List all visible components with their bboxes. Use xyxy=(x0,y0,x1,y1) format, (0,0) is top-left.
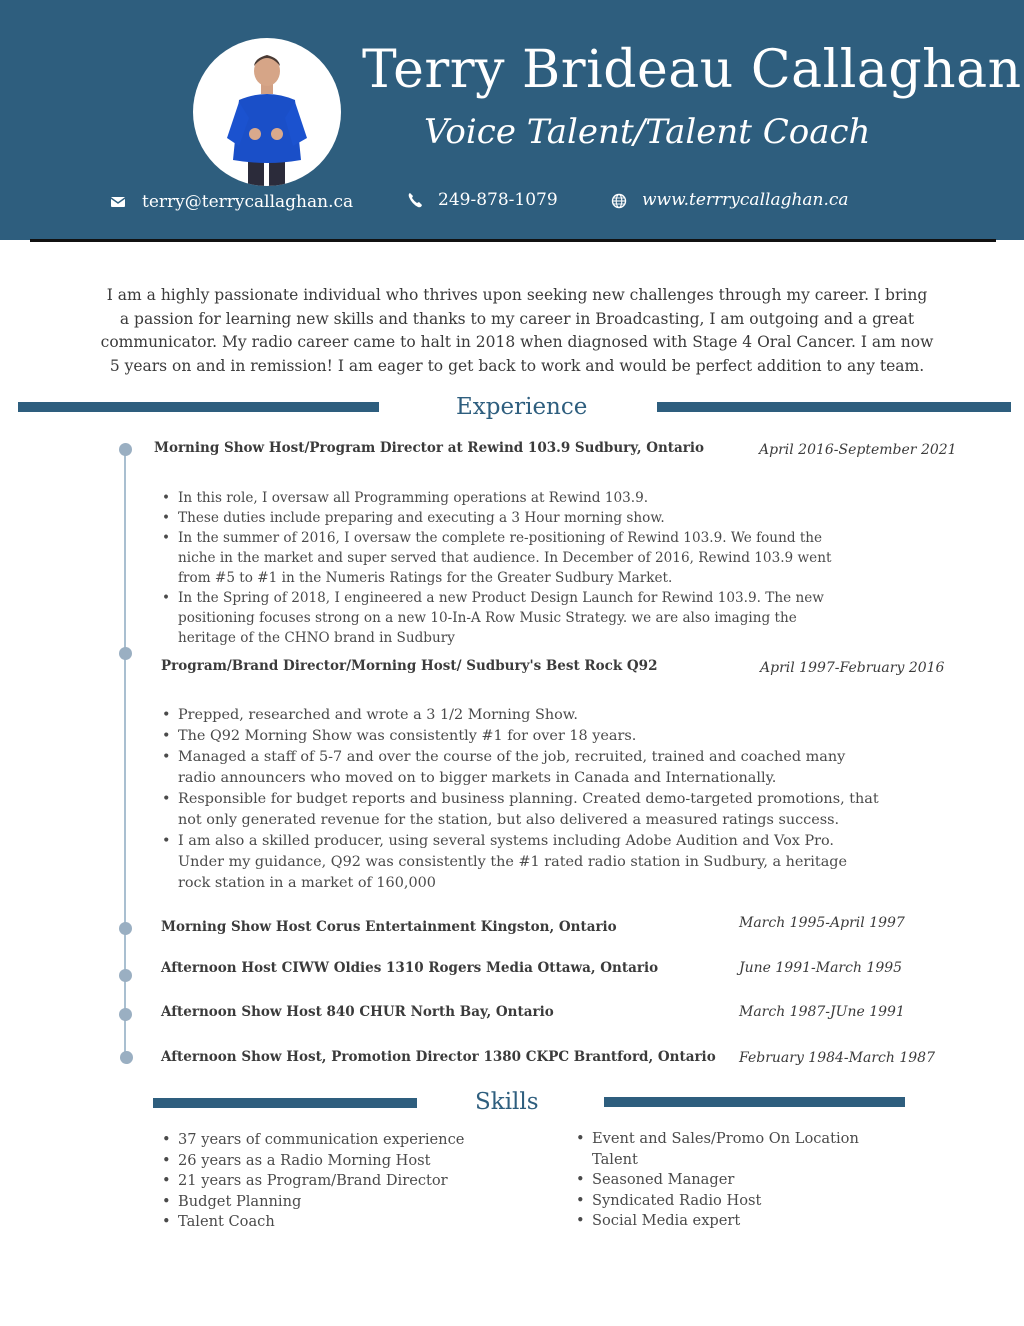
skills-bar-left xyxy=(153,1098,417,1108)
list-item: • In this role, I oversaw all Programming operations at Rewind 103.9. xyxy=(160,488,850,508)
list-item: • The Q92 Morning Show was consistently #1 for over 18 years. xyxy=(160,726,880,747)
timeline-dot xyxy=(119,1008,132,1021)
list-item: • 37 years of communication experience xyxy=(160,1130,520,1151)
job-title: Program/Brand Director/Morning Host/ Sudbury's Best Rock Q92 xyxy=(161,658,658,674)
timeline-line xyxy=(124,450,126,1058)
timeline-dot xyxy=(119,969,132,982)
job-title: Afternoon Host CIWW Oldies 1310 Rogers Media Ottawa, Ontario xyxy=(161,960,659,976)
list-item: • In the Spring of 2018, I engineered a new Product Design Launch for Rewind 103.9. The new positioning focuses strong on a new 10-In-A Row Music Strategy. we are also imaging the heritage of the CHNO brand in Sudbury xyxy=(160,588,850,648)
website-text[interactable]: www.terrrycallaghan.ca xyxy=(642,190,849,210)
contact-phone[interactable] xyxy=(406,190,558,210)
profile-summary: I am a highly passionate individual who thrives upon seeking new challenges through my career. I bring a passion for learning new skills and thanks to my career in Broadcasting, I am outgoing and a great communicator. My radio career came to halt in 2018 when diagnosed with Stage 4 Oral Cancer. I am now 5 years on and in remission! I am eager to get back to work and would be perfect addition to any team. xyxy=(100,286,934,375)
list-item: • Syndicated Radio Host xyxy=(574,1191,874,1212)
job-title: Afternoon Show Host 840 CHUR North Bay, Ontario xyxy=(161,1004,554,1020)
list-item: • Social Media expert xyxy=(574,1211,874,1232)
list-item: • 26 years as a Radio Morning Host xyxy=(160,1151,520,1172)
email-text[interactable]: terry@terrycallaghan.ca xyxy=(142,192,354,212)
header-divider xyxy=(30,239,996,242)
skills-list-right xyxy=(574,1129,874,1232)
timeline-dot xyxy=(120,1051,133,1064)
job-dates: March 1995-April 1997 xyxy=(739,915,905,931)
job-bullets xyxy=(160,488,850,648)
globe-icon xyxy=(610,191,628,209)
job-dates: March 1987-JUne 1991 xyxy=(739,1004,905,1020)
job-dates: February 1984-March 1987 xyxy=(739,1050,935,1066)
person-photo-illustration xyxy=(193,38,341,186)
timeline-dot xyxy=(119,922,132,935)
phone-text[interactable]: 249-878-1079 xyxy=(438,190,558,210)
job-title: Afternoon Show Host, Promotion Director 1380 CKPC Brantford, Ontario xyxy=(161,1049,716,1065)
experience-heading: Experience xyxy=(456,394,588,420)
list-item: • Event and Sales/Promo On Location Talent xyxy=(574,1129,874,1170)
list-item: • Managed a staff of 5-7 and over the course of the job, recruited, trained and coached many radio announcers who moved on to bigger markets in Canada and Internationally. xyxy=(160,747,880,789)
job-dates: April 2016-September 2021 xyxy=(759,442,957,458)
job-title: Morning Show Host Corus Entertainment Kingston, Ontario xyxy=(161,919,617,935)
list-item: • Budget Planning xyxy=(160,1192,520,1213)
candidate-role: Voice Talent/Talent Coach xyxy=(424,112,871,152)
list-item: • Talent Coach xyxy=(160,1212,520,1233)
skills-bar-right xyxy=(604,1097,905,1107)
list-item: • These duties include preparing and executing a 3 Hour morning show. xyxy=(160,508,850,528)
job-title: Morning Show Host/Program Director at Rewind 103.9 Sudbury, Ontario xyxy=(154,440,705,456)
list-item: • Prepped, researched and wrote a 3 1/2 Morning Show. xyxy=(160,705,880,726)
list-item: • I am also a skilled producer, using several systems including Adobe Audition and Vox Pro. Under my guidance, Q92 was consistently the #1 rated radio station in Sudbury, a heritage rock station in a market of 160,000 xyxy=(160,831,880,894)
experience-bar-right xyxy=(657,402,1011,412)
profile-photo xyxy=(193,38,341,186)
phone-icon xyxy=(406,191,424,209)
list-item: • Responsible for budget reports and business planning. Created demo-targeted promotions, that not only generated revenue for the station, but also delivered a measured ratings success. xyxy=(160,789,880,831)
skills-heading: Skills xyxy=(475,1089,539,1115)
experience-bar-left xyxy=(18,402,379,412)
skills-list-left xyxy=(160,1130,520,1233)
timeline-dot xyxy=(119,647,132,660)
envelope-icon xyxy=(110,193,128,211)
job-dates: April 1997-February 2016 xyxy=(760,660,945,676)
job-dates: June 1991-March 1995 xyxy=(739,960,903,976)
list-item: • In the summer of 2016, I oversaw the complete re-positioning of Rewind 103.9. We found the niche in the market and super served that audience. In December of 2016, Rewind 103.9 went from #5 to #1 in the Numeris Ratings for the Greater Sudbury Market. xyxy=(160,528,850,588)
contact-email[interactable] xyxy=(110,192,353,212)
job-bullets xyxy=(160,705,880,894)
contact-website[interactable] xyxy=(610,190,849,210)
timeline-dot xyxy=(119,443,132,456)
candidate-name: Terry Brideau Callaghan xyxy=(362,40,1022,100)
list-item: • 21 years as Program/Brand Director xyxy=(160,1171,520,1192)
list-item: • Seasoned Manager xyxy=(574,1170,874,1191)
